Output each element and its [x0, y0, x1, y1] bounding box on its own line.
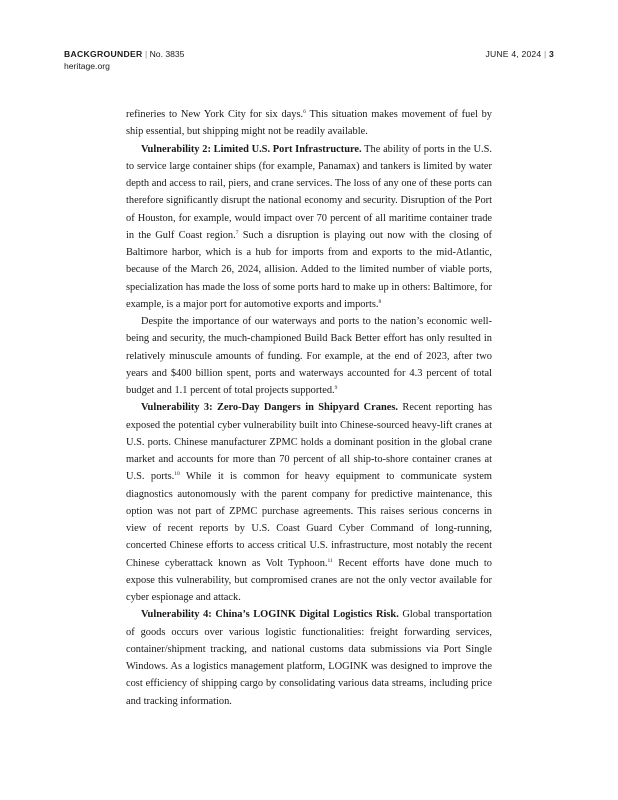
site-name[interactable]: heritage.org — [64, 61, 110, 71]
paragraph-lead: Vulnerability 2: Limited U.S. Port Infrastructure. — [141, 143, 362, 155]
header-separator: | — [543, 49, 547, 59]
paragraph-vulnerability-3 — [126, 399, 492, 606]
paragraph-funding — [126, 313, 492, 399]
article-body — [126, 106, 492, 710]
footnote-ref[interactable]: 7 — [235, 229, 239, 236]
running-header-right — [485, 48, 554, 60]
footnote-ref[interactable]: 6 — [303, 109, 306, 115]
paragraph-continued — [126, 106, 492, 141]
paragraph-lead: Vulnerability 3: Zero-Day Dangers in Shipyard Cranes. — [141, 402, 399, 414]
paragraph-text: Despite the importance of our waterways and ports to the nation’s economic well-being and security, the much-championed Build Back Better effort has only resulted in relatively minuscule amounts of funding. For example, at the end of 2023, after two years and $400 billion spent, ports and waterways accounted for 4.3 percent of total budget and 1.1 percent of total projects supported. — [126, 316, 492, 396]
publication-line — [64, 48, 184, 60]
publication-number: No. 3835 — [149, 49, 185, 59]
paragraph-text: Global transportation of goods occurs over various logistic functionalities: freight forwarding services, container/shipment tracking, and national customs data submissions via Port Single Windows. As a logistics management platform, LOGINK was designed to improve the cost efficiency of shipping cargo by consolidating various data streams, including price and tracking information. — [126, 609, 492, 707]
footnote-ref[interactable]: 9 — [334, 385, 338, 391]
publication-date: JUNE 4, 2024 — [485, 49, 542, 59]
paragraph-text: The ability of ports in the U.S. to service large container ships (for example, Panamax) and tankers is limited by water depth and access to rail, piers, and crane services. The loss of any one of these ports can therefore significantly disrupt the national economy and security. Disruption of the Port of Houston, for example, would impact over 70 percent of all maritime container trade in the Gulf Coast region. — [126, 143, 492, 241]
footnote-ref[interactable]: 11 — [327, 557, 333, 564]
paragraph-text: Such a disruption is playing out now with the closing of Baltimore harbor, which is a hub for imports from and exports to the mid-Atlantic, because of the March 26, 2024, allision. Added to the limited number of viable ports, specialization has made the loss of some ports hard to make up in others: Baltimore, for example, is a major port for automotive exports and imports. — [126, 229, 493, 310]
page-number: 3 — [549, 49, 554, 59]
header-separator: | — [144, 49, 148, 59]
paragraph-vulnerability-2 — [126, 141, 492, 314]
paragraph-text: While it is common for heavy equipment to communicate system diagnostics autonomously with the parent company for predictive maintenance, this option was not part of ZPMC purchase agreements. This raises serious concerns in view of recent reports by U.S. Coast Guard Cyber Command of long-running, concerted Chinese efforts to access critical U.S. infrastructure, most notably the recent Chinese cyberattack known as Volt Typhoon. — [126, 471, 492, 569]
footnote-ref[interactable]: 8 — [378, 298, 382, 305]
paragraph-text: This situation makes movement of fuel by ship essential, but shipping might not be readily available. — [126, 109, 492, 138]
running-header-left — [64, 48, 184, 72]
paragraph-text: refineries to New York City for six days. — [126, 109, 304, 120]
paragraph-vulnerability-4 — [126, 606, 492, 710]
paragraph-text: Recent reporting has exposed the potential cyber vulnerability built into Chinese-sourced heavy-lift cranes at U.S. ports. Chinese manufacturer ZPMC holds a dominant position in the global crane market and accounts for more than 70 percent of all ship-to-shore container cranes at U.S. ports. — [126, 402, 492, 483]
paragraph-lead: Vulnerability 4: China’s LOGINK Digital Logistics Risk. — [141, 609, 399, 621]
footnote-ref[interactable]: 10 — [174, 471, 180, 478]
publication-name: BACKGROUNDER — [64, 49, 143, 59]
paragraph-text: Recent efforts have done much to expose this vulnerability, but compromised cranes are not the only vector available for cyber espionage and attack. — [126, 557, 493, 603]
